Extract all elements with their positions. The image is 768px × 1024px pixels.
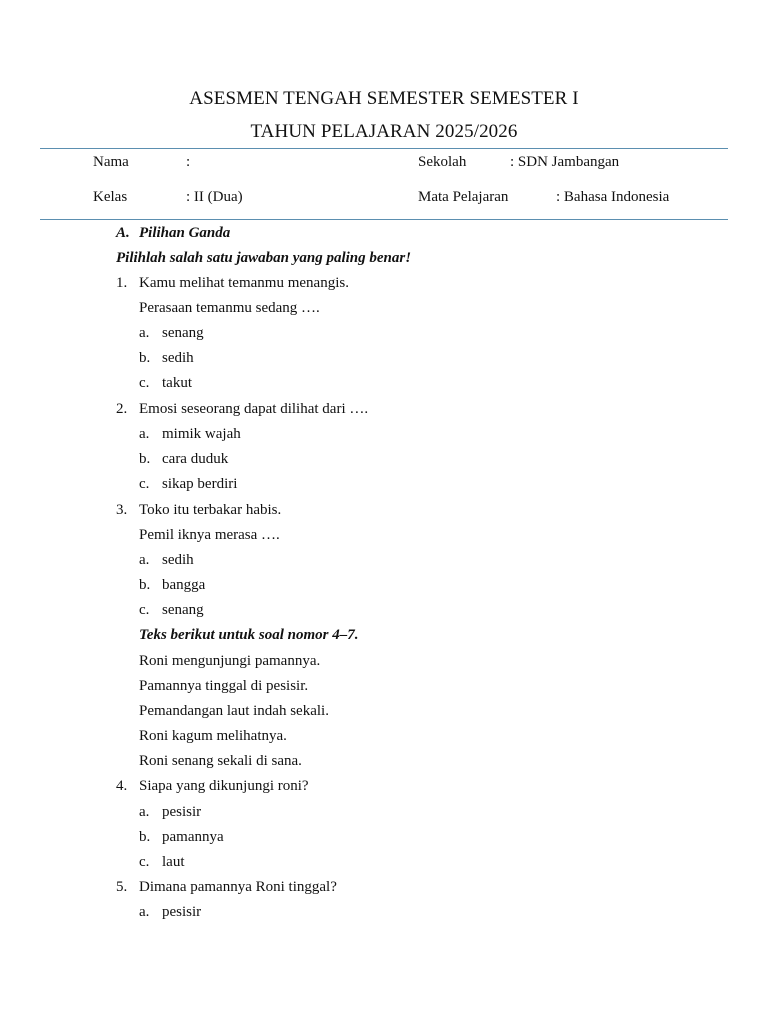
option-letter: a. [139,426,150,442]
question-number: 4. [116,778,128,794]
passage-intro: Teks berikut untuk soal nomor 4–7. [139,627,359,643]
nama-label: Nama [93,154,129,170]
passage-line: Pemandangan laut indah sekali. [139,703,329,719]
option-text: cara duduk [162,451,229,467]
question-text: Perasaan temanmu sedang …. [139,300,320,316]
question-number: 2. [116,401,128,417]
question-text: Toko itu terbakar habis. [139,502,282,518]
option-letter: a. [139,325,150,341]
header-divider-top [40,148,728,149]
nama-value: : [186,154,191,170]
option-letter: c. [139,476,150,492]
passage-line: Roni mengunjungi pamannya. [139,653,321,669]
option-letter: b. [139,350,151,366]
question-text: Dimana pamannya Roni tinggal? [139,879,337,895]
option-text: takut [162,375,192,391]
question-text: Pemil iknya merasa …. [139,527,280,543]
passage-line: Pamannya tinggal di pesisir. [139,678,309,694]
question-text: Emosi seseorang dapat dilihat dari …. [139,401,369,417]
option-letter: b. [139,451,151,467]
passage-line: Roni kagum melihatnya. [139,728,287,744]
option-letter: b. [139,577,151,593]
page-subtitle: TAHUN PELAJARAN 2025/2026 [250,121,518,142]
kelas-label: Kelas [93,189,128,205]
question-number: 3. [116,502,128,518]
sekolah-label: Sekolah [418,154,467,170]
option-letter: c. [139,602,150,618]
mapel-label: Mata Pelajaran [418,189,509,205]
section-letter: A. [116,225,130,241]
option-text: mimik wajah [162,426,241,442]
option-letter: c. [139,854,150,870]
option-letter: c. [139,375,150,391]
option-letter: a. [139,904,150,920]
option-letter: a. [139,804,150,820]
option-text: sikap berdiri [162,476,238,492]
option-letter: a. [139,552,150,568]
option-text: senang [162,325,204,341]
option-letter: b. [139,829,151,845]
option-text: sedih [162,552,194,568]
option-text: pesisir [162,904,202,920]
option-text: senang [162,602,204,618]
question-text: Kamu melihat temanmu menangis. [139,275,349,291]
option-text: laut [162,854,185,870]
passage-line: Roni senang sekali di sana. [139,753,302,769]
section-title: Pilihan Ganda [139,225,231,241]
question-number: 1. [116,275,128,291]
section-instruction: Pilihlah salah satu jawaban yang paling benar! [116,250,412,266]
sekolah-value: : SDN Jambangan [510,154,620,170]
option-text: pamannya [162,829,224,845]
mapel-value: : Bahasa Indonesia [556,189,670,205]
page-title: ASESMEN TENGAH SEMESTER SEMESTER I [189,88,579,109]
option-text: bangga [162,577,206,593]
option-text: sedih [162,350,194,366]
option-text: pesisir [162,804,202,820]
question-text: Siapa yang dikunjungi roni? [139,778,309,794]
header-divider-bottom [40,219,728,220]
kelas-value: : II (Dua) [186,189,243,205]
question-number: 5. [116,879,128,895]
